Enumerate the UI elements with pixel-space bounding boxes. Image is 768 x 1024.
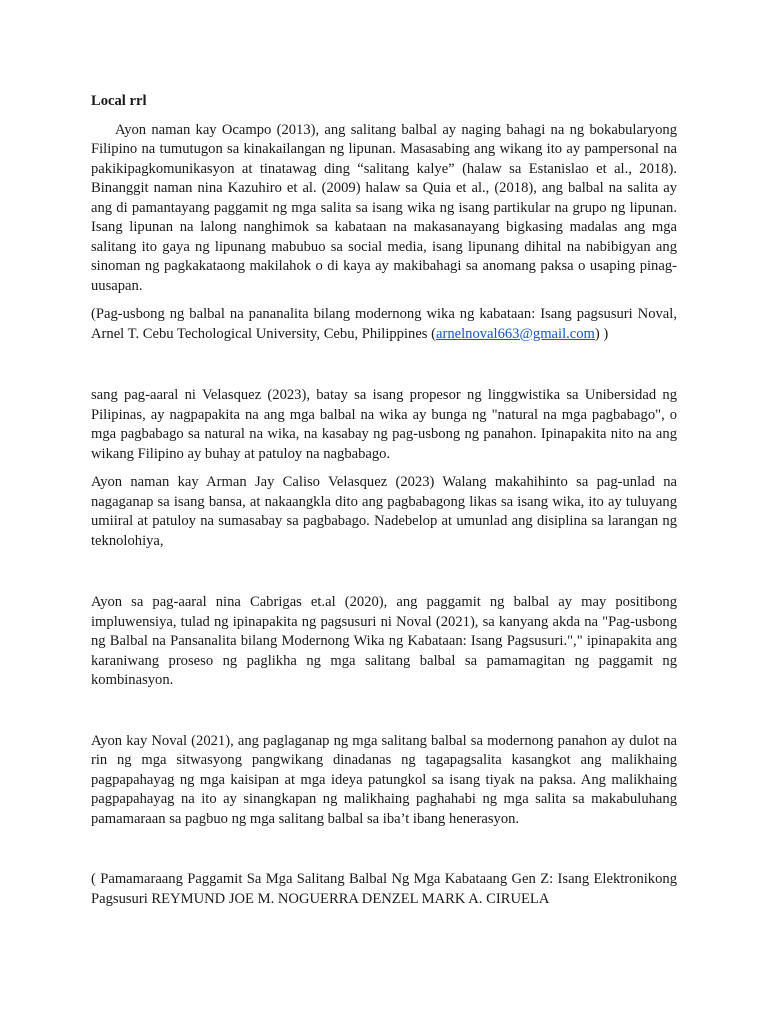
citation-noguerra: ( Pamamaraang Paggamit Sa Mga Salitang Balbal Ng Mga Kabataang Gen Z: Isang Elektronikong Pagsusuri REYMUND JOE M. NOGUERRA DENZEL MARK A. CIRUELA	[91, 871, 677, 907]
paragraph-cabrigas: Ayon sa pag-aaral nina Cabrigas et.al (2020), ang paggamit ng balbal ay may positibong impluwensiya, tulad ng ipinapakita ng pagsusuri ni Noval (2021), sa kanyang akda na "Pag-usbong ng Balbal na Pansanalita bilang Modernong Wika ng Kabataan: Isang Pagsusuri."," ipinapakita ang karaniwang proseso ng paglikha ng mga salitang balbal sa pamamagitan ng paggamit ng kombinasyon.	[91, 594, 677, 688]
section-heading: Local rrl	[91, 93, 147, 109]
paragraph-noval-2021: Ayon kay Noval (2021), ang paglaganap ng mga salitang balbal sa modernong panahon ay dulot na rin ng mga sitwasyong pangwikang dinadanas ng tagapagsalita kasangkot ang malikhaing pagpapahayag ng mga kaisipan at mga ideya patungkol sa isang tiyak na paksa. Ang malikhaing pagpapahayag na ito ay sinangkapan ng malikhaing paghahabi ng mga salita sa makabuluhang pamamaraan sa pagbuo ng mga salitang balbal sa iba’t ibang henerasyon.	[91, 732, 677, 827]
paragraph-velasquez-study: sang pag-aaral ni Velasquez (2023), batay sa isang propesor ng linggwistika sa Unibersidad ng Pilipinas, ay nagpapakita na ang mga balbal na wika ay bunga ng "natural na mga pagbabago", o mga pagbabago sa natural na wika, na kasabay ng pag-usbong ng panahon. Ipinapakita nito na ang wikang Filipino ay buhay at patuloy na nagbabago.	[91, 387, 677, 462]
citation-noval-text: (Pag-usbong ng balbal na pananalita bilang modernong wika ng kabataan: Isang pagsusuri Noval, Arnel T. Cebu Techological University, Cebu, Philippines (	[91, 306, 677, 342]
paragraph-ocampo: Ayon naman kay Ocampo (2013), ang salitang balbal ay naging bahagi na ng bokabularyong Filipino na tumutugon sa kinakailangan ng lipunan. Masasabing ang wikang ito ay pampersonal na pakikipagkomunikasyon at tinatawag ding “salitang kalye” (halaw sa Estanislao et al., 2018). Binanggit naman nina Kazuhiro et al. (2009) halaw sa Quia et al., (2018), ang balbal na salita ay ang di pamantayang paggamit ng mga salita sa isang wika ng isang partikular na grupo ng lipunan. Isang lipunan na lalong nanghimok sa kabataan na makasanayang bigkasing madalas ang mga salitang ito gaya ng lipunang mabubuo sa social media, isang lipunang dihital na nabibigyan ang sinoman ng pagkakataong makilahok o di kaya ay makibahagi sa anomang paksa o usaping pinag-uusapan.	[91, 121, 677, 294]
citation-noval-close: ) )	[594, 325, 609, 342]
paragraph-velasquez-2023: Ayon naman kay Arman Jay Caliso Velasquez (2023) Walang makahihinto sa pag-unlad na nagaganap sa isang bansa, at nakaangkla dito ang pagbabagong likas sa isang wika, ito ay tuluyang umiiral at patuloy na sumasabay sa pagbabago. Nadebelop at umunlad ang disiplina sa larangan ng teknolohiya,	[91, 474, 677, 549]
email-link[interactable]: arnelnoval663@gmail.com	[435, 325, 595, 342]
citation-noval	[91, 305, 677, 344]
